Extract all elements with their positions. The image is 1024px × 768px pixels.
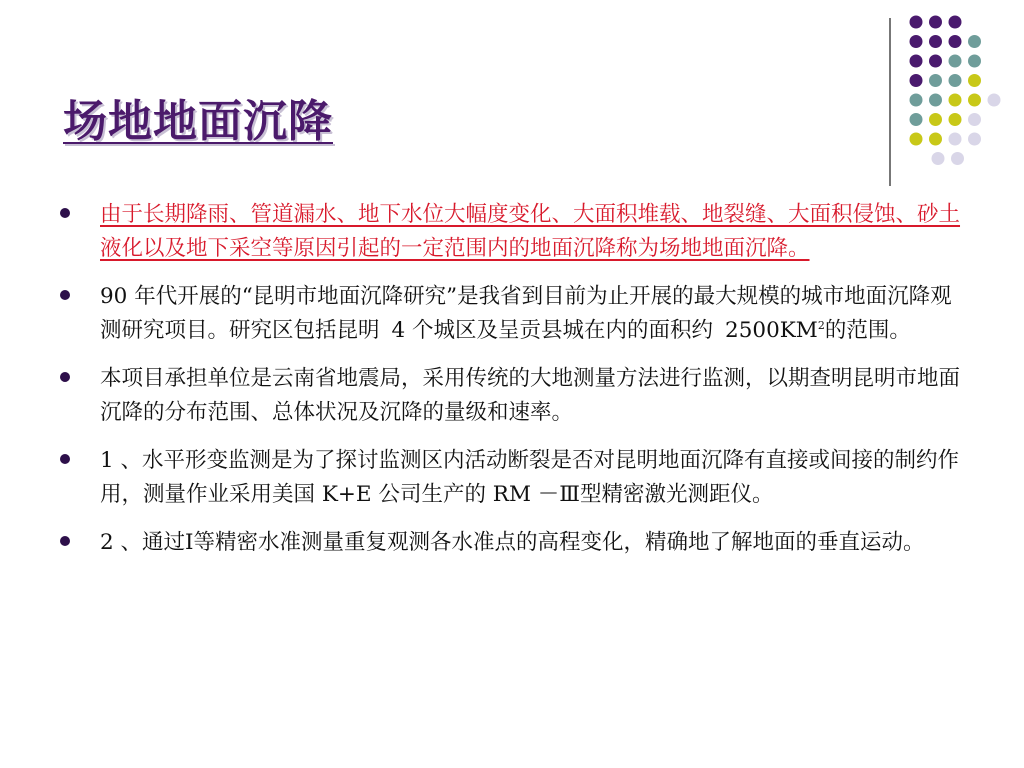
decoration-dot-olive [968, 94, 981, 107]
project-text-end: 的范围。 [824, 318, 911, 343]
decoration-dot-olive [910, 133, 923, 146]
area-value: 2500KM [725, 318, 818, 343]
leveling-text: 2 、通过Ⅰ等精密水准测量重复观测各水准点的高程变化，精确地了解地面的垂直运动。 [100, 530, 925, 555]
decoration-dot-purple [910, 35, 923, 48]
decoration-dot-lavender [949, 133, 962, 146]
bullet-item-horizontal-monitoring [60, 444, 970, 512]
bullet-dot-icon [60, 372, 70, 382]
slide-title: 场地地面沉降 [63, 96, 333, 147]
decoration-dot-olive [968, 74, 981, 87]
decoration-dot-lavender [932, 152, 945, 165]
decoration-dot-purple [910, 16, 923, 29]
decoration-dot-purple [949, 16, 962, 29]
project-text-middle: 4 个城区及呈贡县城在内的面积约 [391, 318, 714, 343]
decoration-dot-lavender [968, 133, 981, 146]
decoration-dot-olive [929, 133, 942, 146]
bullet-item-leveling [60, 526, 970, 560]
decoration-dot-lavender [988, 94, 1001, 107]
organization-text: 本项目承担单位是云南省地震局，采用传统的大地测量方法进行监测，以期查明昆明市地面沉降的分布范围、总体状况及沉降的量级和速率。 [100, 366, 961, 425]
decoration-dot-purple [929, 16, 942, 29]
bullet-item-definition [60, 198, 970, 266]
horizontal-monitoring-text: 1 、水平形变监测是为了探讨监测区内活动断裂是否对昆明地面沉降有直接或间接的制约作用，测量作业采用美国 K+E 公司生产的 RM －Ⅲ型精密激光测距仪。 [100, 448, 960, 507]
bullet-list [60, 198, 970, 574]
project-text-start: 90 年代开展的“昆明市地面沉降研究”是我省到目前为止开展的最大规模的城市地面沉降观测研究项目。研究区包括昆明 [100, 284, 952, 343]
definition-text: 由于长期降雨、管道漏水、地下水位大幅度变化、大面积堆载、地裂缝、大面积侵蚀、砂土液化以及地下采空等原因引起的一定范围内的地面沉降称为场地地面沉降。 [100, 202, 961, 261]
divider-line [889, 18, 891, 186]
decoration-dot-lavender [951, 152, 964, 165]
bullet-dot-icon [60, 454, 70, 464]
decoration-dot-purple [910, 55, 923, 68]
decoration-dot-lavender [968, 113, 981, 126]
decoration-dot-purple [929, 35, 942, 48]
decoration-dot-purple [929, 55, 942, 68]
decoration-dot-teal [968, 35, 981, 48]
decoration-dot-olive [949, 94, 962, 107]
decoration-dot-teal [929, 74, 942, 87]
bullet-item-organization [60, 362, 970, 430]
decoration-dot-purple [949, 35, 962, 48]
decoration-dot-teal [929, 94, 942, 107]
decoration-dot-teal [968, 55, 981, 68]
bullet-dot-icon [60, 208, 70, 218]
bullet-dot-icon [60, 536, 70, 546]
decoration-dot-olive [929, 113, 942, 126]
decoration-dot-purple [910, 74, 923, 87]
decoration-dot-teal [910, 94, 923, 107]
decoration-dot-teal [949, 55, 962, 68]
area-exponent: 2 [817, 318, 825, 332]
decoration-dot-olive [949, 113, 962, 126]
decoration-dot-teal [910, 113, 923, 126]
bullet-item-project [60, 280, 970, 348]
decoration-dot-teal [949, 74, 962, 87]
bullet-dot-icon [60, 290, 70, 300]
